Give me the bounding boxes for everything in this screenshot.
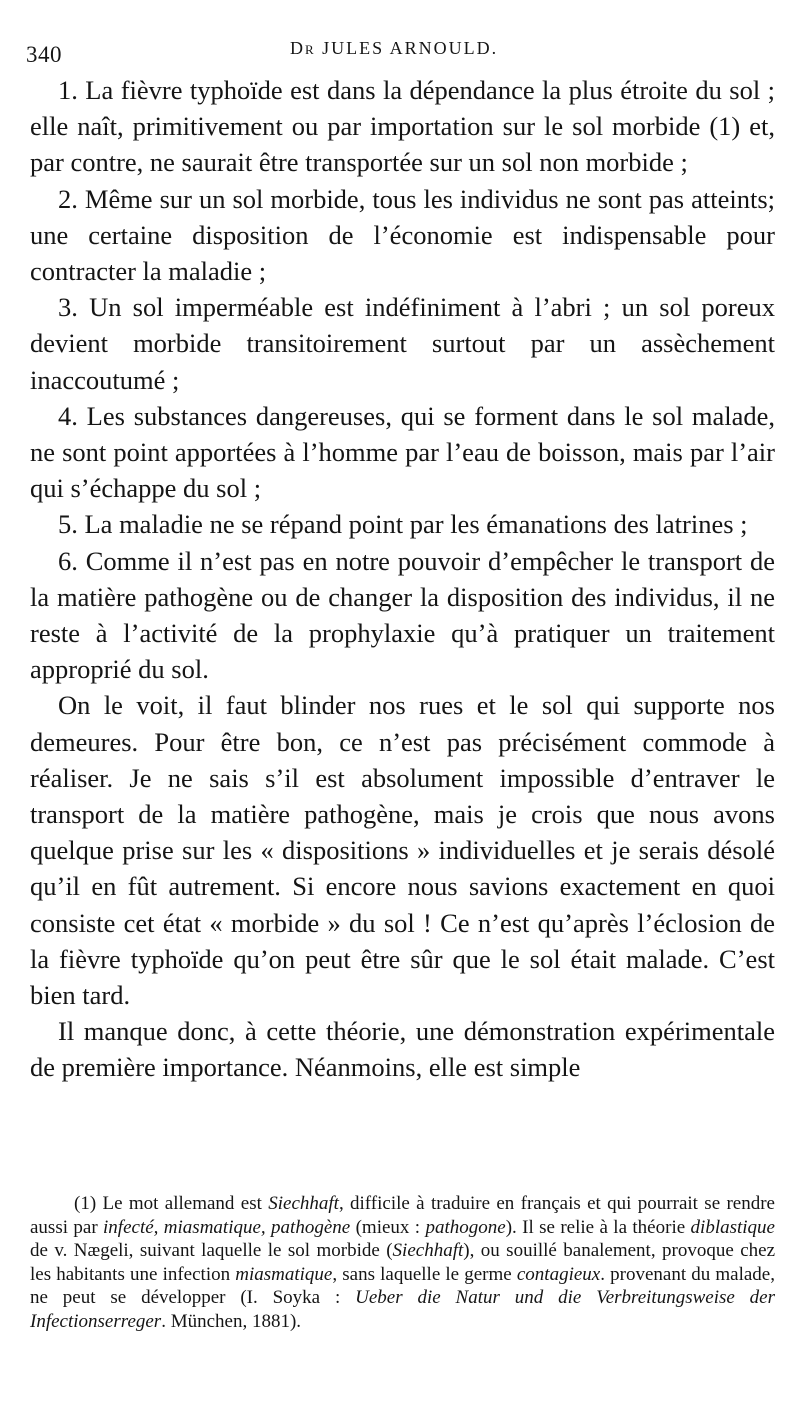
paragraph-conclusion: Il manque donc, à cette théorie, une démonstration expérimentale de première importance. Néanmoins, elle est simple — [30, 1016, 775, 1083]
numbered-point-5: 5. La maladie ne se répand point par les émanations des latrines ; — [58, 509, 748, 540]
numbered-point-2: 2. Même sur un sol morbide, tous les individus ne sont pas atteints; une certaine disposition de l’économie est indispensable pour contracter la maladie ; — [30, 183, 775, 287]
footnote-1: (1) Le mot allemand est Siechhaft, difficile à traduire en français et qui pourrait se rendre aussi par infecté, miasmatique, pathogène (mieux : pathogone). Il se relie à la théorie diblastique de v. Nægeli, suivant laquelle le sol morbide (Siechhaft), ou souillé banalement, provoque chez les habitants une infection miasmatique, sans laquelle le germe contagieux. provenant du malade, ne peut se développer (I. Soyka : Ueber die Natur und die Verbreitungsweise der Infectionserreger. München, 1881). — [30, 1193, 776, 1332]
paragraph-commentary: On le voit, il faut blinder nos rues et le sol qui supporte nos demeures. Pour être bon, ce n’est pas précisément commode à réaliser. Je ne sais s’il est absolument impossible d’entraver le transport de la matière pathogène, mais je crois que nous avons quelque prise sur les « dispositions » individuelles et je serais désolé qu’il en fût autrement. Si encore nous savions exactement en quoi consiste cet état « morbide » du sol ! Ce n’est qu’après l’éclosion de la fièvre typhoïde qu’on peut être sûr que le sol était malade. C’est bien tard. — [30, 690, 775, 1011]
numbered-point-4: 4. Les substances dangereuses, qui se forment dans le sol malade, ne sont point apportées à l’homme par l’eau de boisson, mais par l’air qui s’échappe du sol ; — [30, 400, 775, 504]
page-number: 340 — [26, 42, 62, 67]
body-text — [30, 72, 775, 1086]
footnote — [30, 1192, 775, 1334]
numbered-point-6: 6. Comme il n’est pas en notre pouvoir d’empêcher le transport de la matière pathogène ou de changer la disposition des individus, il ne reste à l’activité de la prophylaxie qu’à pratiquer un traitement approprié du sol. — [30, 545, 775, 685]
page-header — [0, 36, 800, 72]
numbered-point-3: 3. Un sol imperméable est indéfiniment à l’abri ; un sol poreux devient morbide transitoirement surtout par un assèchement inaccoutumé ; — [30, 292, 775, 395]
numbered-point-1: 1. La fièvre typhoïde est dans la dépendance la plus étroite du sol ; elle naît, primitivement ou par importation sur le sol morbide (1) et, par contre, ne saurait être transportée sur un sol non morbide ; — [30, 75, 775, 178]
running-head: Dr JULES ARNOULD. — [290, 38, 499, 58]
